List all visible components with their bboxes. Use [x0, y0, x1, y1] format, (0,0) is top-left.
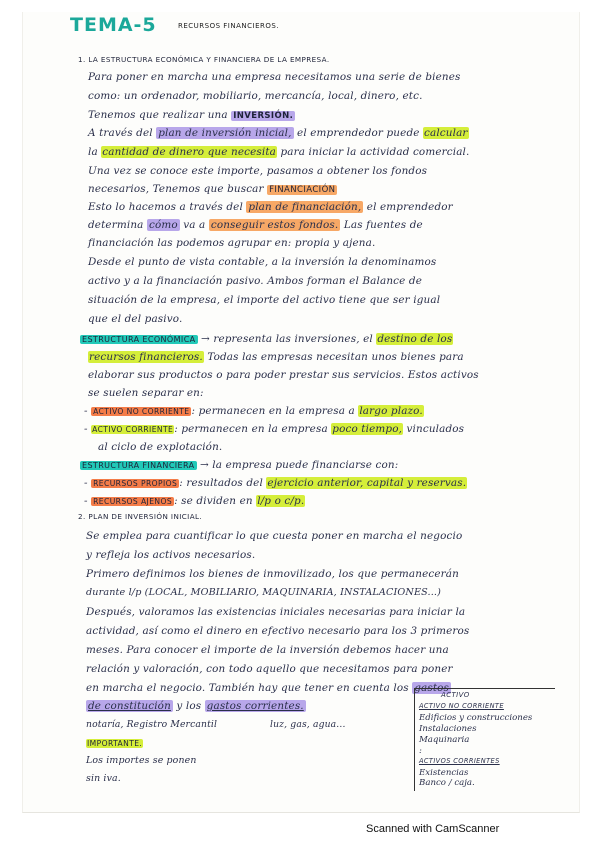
- box-label-corrientes: ACTIVOS CORRIENTES: [419, 757, 500, 765]
- box-item: Banco / caja.: [419, 778, 475, 788]
- text-line: [86, 682, 451, 694]
- page-title: TEMA-5: [70, 14, 157, 36]
- highlight-financiacion: FINANCIACIÓN: [269, 185, 336, 195]
- text-span: en marcha el negocio. También hay que tener en cuenta los: [86, 682, 409, 694]
- text-line: situación de la empresa, el importe del activo tiene que ser igual: [88, 294, 441, 306]
- text-line: activo y a la financiación pasivo. Ambos forman el Balance de: [88, 275, 423, 287]
- bullet-recursos-propios: - RECURSOS PROPIOS : resultados del ejercicio anterior, capital y reservas.: [84, 477, 467, 489]
- highlight-plan-financiacion: plan de financiación,: [248, 201, 362, 213]
- box-item: Maquinaria: [419, 735, 470, 745]
- box-item: Existencias: [419, 768, 469, 778]
- highlight-conseguir: conseguir estos fondos.: [210, 219, 339, 231]
- label-estructura-financiera: ESTRUCTURA FINANCIERA: [82, 461, 195, 470]
- text-line: y refleja los activos necesarios.: [86, 549, 256, 561]
- highlight-como: cómo: [148, 219, 178, 231]
- text-span: vinculados: [403, 423, 465, 435]
- text-span: la: [88, 146, 98, 158]
- text-line: [88, 219, 423, 231]
- label-recursos-propios: RECURSOS PROPIOS: [93, 479, 178, 488]
- label-importante: IMPORTANTE.: [87, 739, 143, 748]
- section2-heading: 2. PLAN DE INVERSIÓN INICIAL.: [78, 512, 203, 521]
- text-line: [86, 700, 306, 712]
- text-span: : se dividen en: [174, 495, 253, 507]
- text-line: meses. Para conocer el importe de la inversión debemos hacer una: [86, 644, 449, 656]
- annotation-luz-gas-agua: luz, gas, agua...: [270, 719, 346, 730]
- highlight-poco-tiempo: poco tiempo,: [332, 423, 403, 435]
- balance-activo-box: [414, 688, 555, 791]
- text-span: necesarios, Tenemos que buscar: [88, 183, 264, 195]
- highlight-largo-plazo: largo plazo.: [359, 405, 423, 417]
- text-line: Una vez se conoce este importe, pasamos a obtener los fondos: [88, 165, 428, 177]
- text-line: durante l/p (LOCAL, MOBILIARIO, MAQUINARIA, INSTALACIONES...): [86, 587, 442, 598]
- label-activo-corriente: ACTIVO CORRIENTE: [92, 425, 174, 434]
- text-line: [88, 183, 337, 195]
- text-span: → la empresa puede financiarse con:: [196, 459, 399, 471]
- text-line: [80, 333, 453, 345]
- highlight-inversion: INVERSIÓN.: [233, 111, 294, 121]
- highlight-lp-cp: l/p o c/p.: [257, 495, 305, 507]
- text-span: : permanecen en la empresa: [174, 423, 328, 435]
- text-line: sin iva.: [86, 773, 121, 784]
- box-item: Edificios y construcciones: [419, 713, 533, 723]
- highlight-recursos-financieros: recursos financieros.: [89, 351, 203, 363]
- text-line: [88, 109, 295, 121]
- text-line: elaborar sus productos o para poder prestar sus servicios. Estos activos: [88, 369, 479, 381]
- text-line: [88, 201, 453, 213]
- text-span: Las fuentes de: [340, 219, 423, 231]
- text-span: el emprendedor puede: [293, 127, 420, 139]
- text-line: que el del pasivo.: [88, 313, 183, 325]
- text-line: Para poner en marcha una empresa necesitamos una serie de bienes: [88, 71, 461, 83]
- text-line: Los importes se ponen: [86, 755, 197, 766]
- text-line: Desde el punto de vista contable, a la inversión la denominamos: [88, 256, 437, 268]
- box-item: :: [419, 746, 422, 756]
- box-item: Instalaciones: [419, 724, 477, 734]
- label-activo-no-corriente: ACTIVO NO CORRIENTE: [93, 407, 190, 416]
- text-span: el emprendedor: [363, 201, 453, 213]
- box-title: ACTIVO: [441, 691, 470, 699]
- text-line: se suelen separar en:: [88, 387, 204, 399]
- annotation-notaria: notaría, Registro Mercantil: [86, 719, 218, 730]
- page-subtitle: RECURSOS FINANCIEROS.: [178, 22, 280, 30]
- text-span: Tenemos que realizar una: [88, 109, 228, 121]
- label-recursos-ajenos: RECURSOS AJENOS: [93, 497, 173, 506]
- text-span: Esto lo hacemos a través del: [88, 201, 243, 213]
- text-line: como: un ordenador, mobiliario, mercancía, local, dinero, etc.: [88, 90, 423, 102]
- highlight-calcular: calcular: [424, 127, 468, 139]
- text-line: [86, 737, 143, 749]
- highlight-gastos-constitucion: de constitución: [88, 700, 171, 712]
- text-line: [88, 351, 464, 363]
- text-span: y los: [172, 700, 202, 712]
- highlight-plan-inversion: plan de inversión inicial,: [158, 127, 292, 139]
- label-estructura-economica: ESTRUCTURA ECONÓMICA: [82, 335, 196, 344]
- section1-heading: 1. LA ESTRUCTURA ECONÓMICA Y FINANCIERA DE LA EMPRESA.: [78, 55, 330, 64]
- highlight-gastos-corrientes: gastos corrientes.: [206, 700, 304, 712]
- text-span: Todas las empresas necesitan unos bienes para: [203, 351, 464, 363]
- text-line: [80, 459, 398, 471]
- text-line: [88, 146, 469, 158]
- text-line: Se emplea para cuantificar lo que cuesta poner en marcha el negocio: [86, 530, 463, 542]
- text-line: financiación las podemos agrupar en: propia y ajena.: [88, 237, 376, 249]
- highlight-ejercicio: ejercicio anterior, capital y reservas.: [267, 477, 467, 489]
- text-line: al ciclo de explotación.: [98, 441, 223, 453]
- text-line: actividad, así como el dinero en efectivo necesario para los 3 primeros: [86, 625, 470, 637]
- highlight-gastos: gastos: [414, 682, 450, 694]
- text-span: para iniciar la actividad comercial.: [277, 146, 470, 158]
- text-span: A través del: [88, 127, 153, 139]
- text-line: Primero definimos los bienes de inmovilizado, los que permanecerán: [86, 568, 459, 580]
- text-span: determina: [88, 219, 144, 231]
- text-span: va a: [179, 219, 206, 231]
- text-line: relación y valoración, con todo aquello que necesitamos para poner: [86, 663, 453, 675]
- text-line: Después, valoramos las existencias iniciales necesarias para iniciar la: [86, 606, 466, 618]
- text-line: [88, 127, 469, 139]
- text-span: : permanecen en la empresa a: [191, 405, 355, 417]
- bullet-activo-no-corriente: - ACTIVO NO CORRIENTE : permanecen en la empresa a largo plazo.: [84, 405, 423, 417]
- highlight-destino: destino de los: [377, 333, 453, 345]
- bullet-activo-corriente: - ACTIVO CORRIENTE: permanecen en la empresa poco tiempo, vinculados: [84, 423, 465, 435]
- box-label-no-corriente: ACTIVO NO CORRIENTE: [419, 702, 504, 710]
- scanner-watermark: Scanned with CamScanner: [366, 823, 500, 835]
- text-span: → representa las inversiones, el: [197, 333, 373, 345]
- text-span: : resultados del: [179, 477, 263, 489]
- bullet-recursos-ajenos: - RECURSOS AJENOS : se dividen en l/p o c/p.: [84, 495, 305, 507]
- highlight-cantidad: cantidad de dinero que necesita: [102, 146, 277, 158]
